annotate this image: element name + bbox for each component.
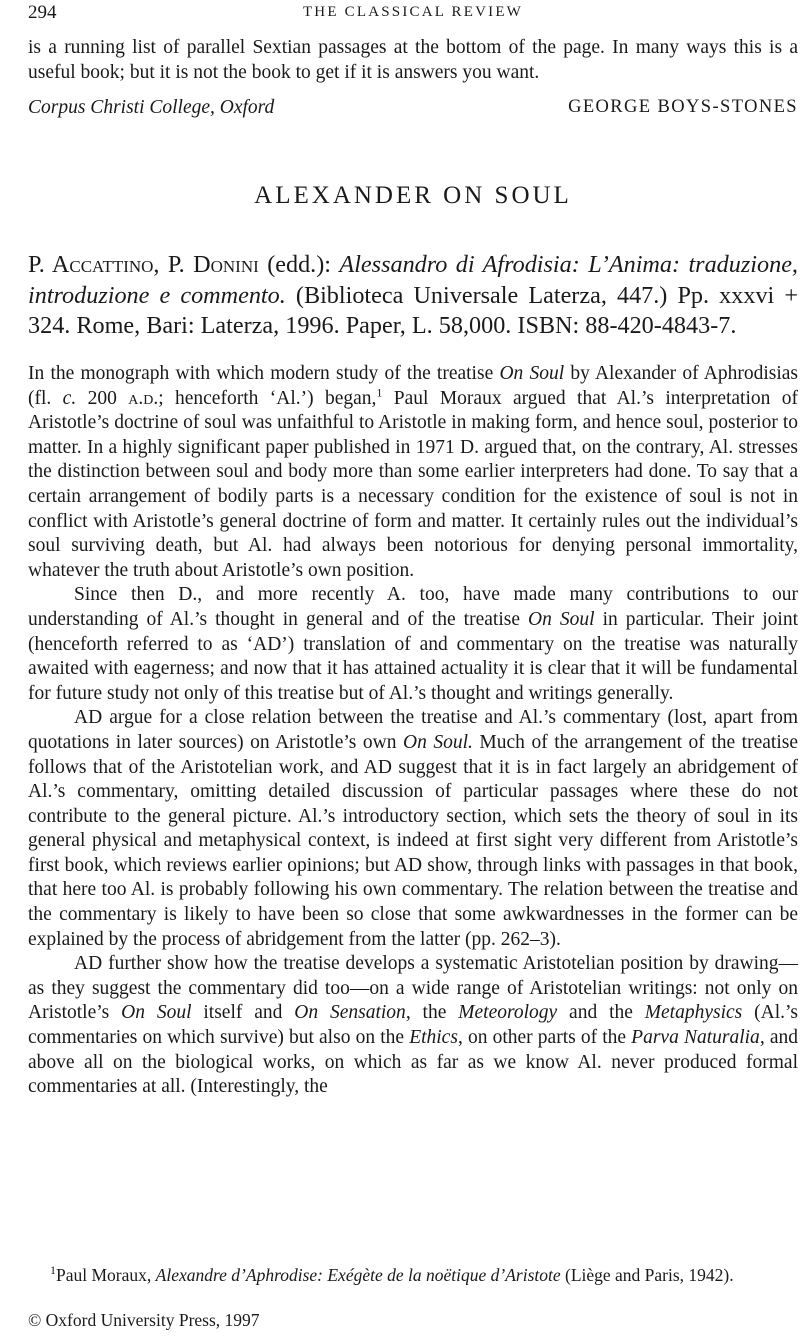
footnote-marker: 1 xyxy=(376,385,383,400)
reviewer-name: GEORGE BOYS-STONES xyxy=(568,97,798,117)
book-title: Alessandro di Afrodisia: L’Anima: traduzione, introduzione e commento. xyxy=(28,251,798,309)
paragraph-2: Since then D., and more recently A. too, have made many contributions to our understanding of Al.’s thought in general and of the treatise On Soul in particular. Their joint (henceforth referred to as ‘AD’) translation of and commentary on the treatise was naturally awaited with eagerness; and now that it has attained actuality it is clear that it will be fundamental for future study not only of this treatise but of Al.’s thought and writings generally. xyxy=(28,584,798,704)
footnote xyxy=(28,1245,798,1304)
footnote-number: 1 xyxy=(50,1262,56,1277)
review-body xyxy=(28,362,798,1100)
running-head: THE CLASSICAL REVIEW xyxy=(302,4,524,20)
paragraph-1: In the monograph with which modern study of the treatise On Soul by Alexander of Aphrodisias (fl. c. 200 a.d.; henceforth ‘Al.’) began,$^1$ Paul Moraux argued that Al.’s interpretation of Aristotle’s doctrine of soul was unfaithful to Aristotle in making form, and hence soul, posterior to matter. In a highly significant paper published in 1971 D. argued that, on the contrary, Al. stresses the distinction between soul and body more than some earlier interpreters had done. To say that a certain arrangement of bodily parts is a necessary condition for the existence of soul is not in conflict with Aristotle’s general doctrine of form and matter. It certainly rules out the individual’s soul surviving death, but Al. had always been notorious for denying personal immortality, whatever the truth about Aristotle’s own position. xyxy=(28,363,799,581)
book-authors: P. Accattino, P. Donini xyxy=(28,251,259,279)
copyright-notice: © Oxford University Press, 1997 xyxy=(28,1310,260,1330)
bibliographic-entry xyxy=(28,250,798,342)
reviewer-institution: Corpus Christi College, Oxford xyxy=(28,97,275,118)
paragraph-3: AD argue for a close relation between the treatise and Al.’s commentary (lost, apart from quotations in later sources) on Aristotle’s own On Soul. Much of the arrangement of the treatise follows that of the Aristotelian work, and AD suggest that it is in fact largely an abridgement of Al.’s commentary, omitting detailed discussion of particular passages where these do not contribute to the general picture. Al.’s introductory section, which sets the theory of soul in its general physical and metaphysical context, is indeed at first sight very different from Aristotle’s first book, which reviews earlier opinions; but AD show, through links with passages in that book, that here too Al. is probably following his own commentary. The relation between the treatise and the commentary is likely to have been so close that some awkwardnesses in the former can be explained by the process of abridgement from the latter (pp. 262–3). xyxy=(28,707,798,950)
reviewer-signature xyxy=(28,97,798,123)
previous-review-closing-text: is a running list of parallel Sextian passages at the bottom of the page. In many ways this is a useful book; but it is not the book to get if it is answers you want. xyxy=(28,37,798,83)
paragraph-4: AD further show how the treatise develops a systematic Aristotelian position by drawing—as they suggest the commentary did too—on a wide range of Aristotelian writings: not only on Aristotle’s On Soul itself and On Sensation, the Meteorology and the Metaphysics (Al.’s commentaries on which survive) but also on the Ethics, on other parts of the Parva Naturalia, and above all on the biological works, on which as far as we know Al. never produced formal commentaries at all. (Interestingly, the xyxy=(28,953,799,1098)
footnote-text: $^1$Paul Moraux, Alexandre d’Aphrodise: Exégète de la noëtique d’Aristote (Liège and Paris, 1942). xyxy=(50,1262,734,1285)
page-number: 294 xyxy=(28,2,57,23)
page-header xyxy=(28,2,798,28)
editors-marker: (edd.): xyxy=(258,251,340,279)
book-details: (Biblioteca Universale Laterza, 447.) Pp. xxxvi + 324. Rome, Bari: Laterza, 1996. Paper, L. 58,000. ISBN: 88-420-4843-7. xyxy=(28,281,799,340)
review-title: ALEXANDER ON SOUL xyxy=(254,182,572,209)
